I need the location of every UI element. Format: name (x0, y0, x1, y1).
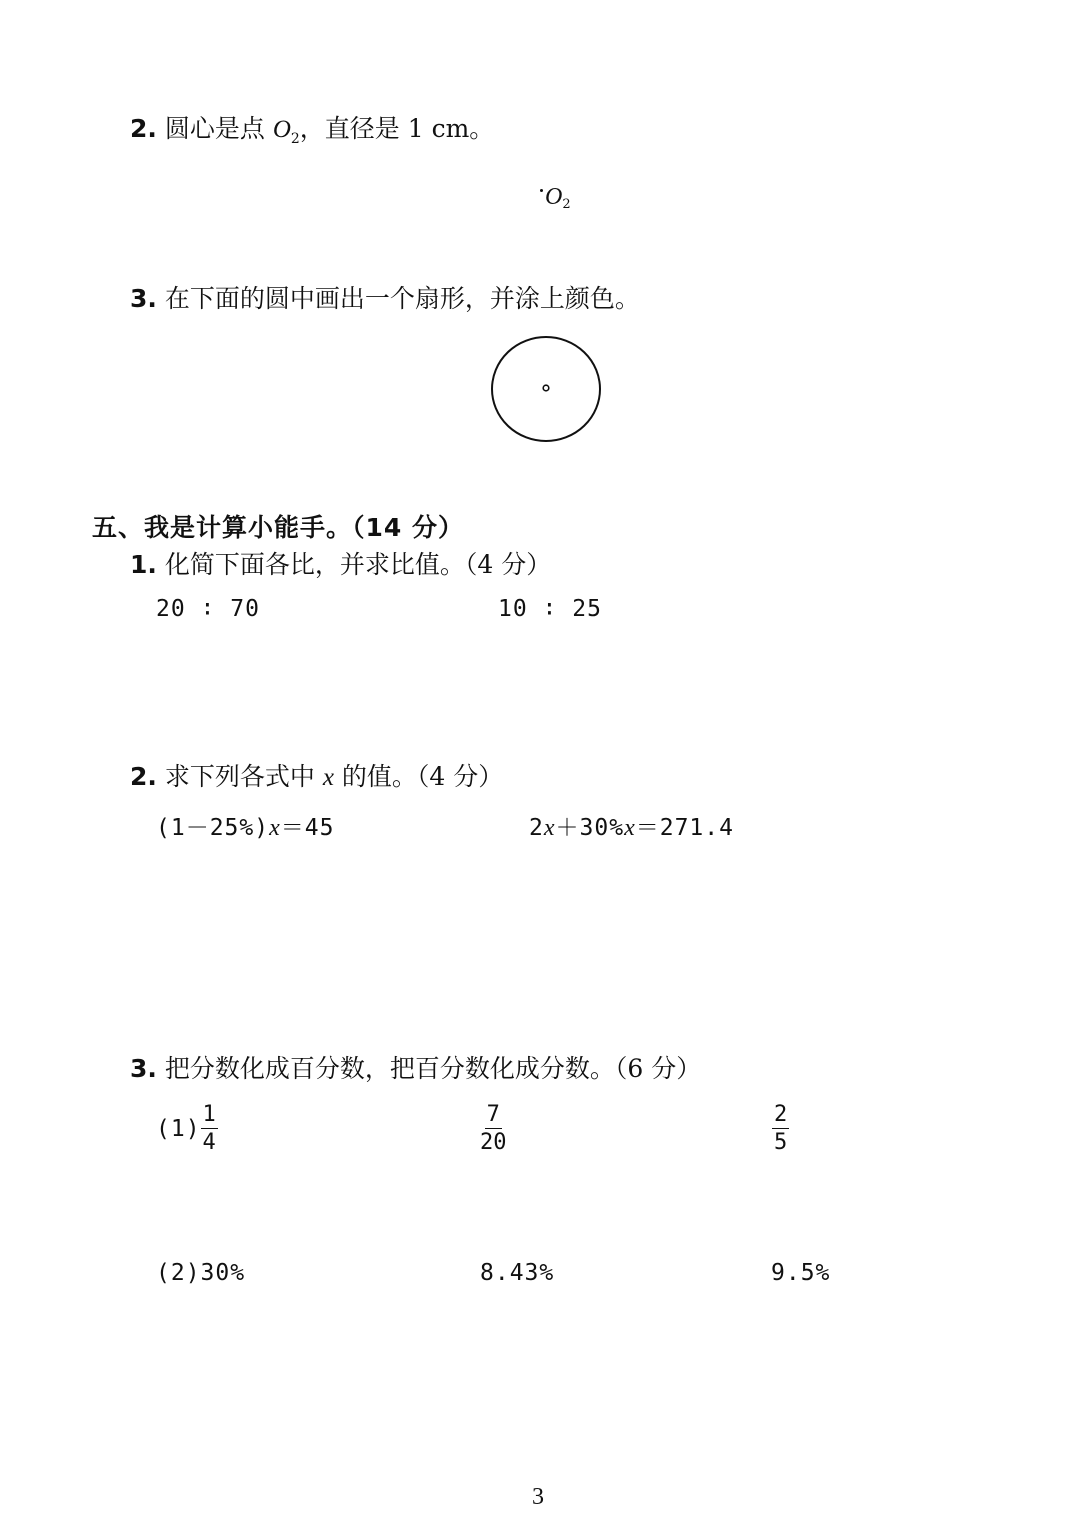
row-1-label: (1) (156, 1115, 201, 1142)
equation-2-var-1: x (543, 815, 556, 841)
fraction-3 (772, 1103, 789, 1154)
section-5-question-3-text: 把分数化成百分数，把百分数化成分数。（6 分） (164, 1054, 702, 1083)
point-label-sub: 2 (562, 197, 571, 213)
section-5-question-1-text: 化简下面各比，并求比值。（4 分） (164, 550, 552, 579)
fraction-3-denominator: 5 (774, 1130, 788, 1156)
section-5-question-2-number: 2. (130, 762, 157, 791)
percent-3: 9.5% (771, 1260, 831, 1286)
ratio-item-1: 20 ∶ 70 (156, 596, 260, 622)
equation-2-var-2: x (624, 815, 636, 841)
fraction-1 (201, 1103, 218, 1154)
question-2-text-before: 圆心是点 (164, 114, 273, 143)
ratio-item-2: 10 ∶ 25 (498, 596, 602, 622)
question-2-number: 2. (130, 114, 157, 143)
equation-1 (156, 809, 334, 842)
section-5-question-1-number: 1. (130, 550, 157, 579)
fraction-2-denominator: 20 (480, 1130, 507, 1156)
fraction-row-1 (156, 1103, 218, 1154)
circle-figure (488, 333, 604, 445)
section-5-question-2-text-after: 的值。（4 分） (333, 762, 504, 791)
equation-2-p2: ＋30% (555, 815, 625, 841)
question-3-number: 3. (130, 284, 157, 313)
fraction-2 (480, 1103, 507, 1154)
section-5-question-2-var: x (322, 764, 334, 791)
equation-2 (529, 809, 734, 842)
question-2-point-letter: O (272, 116, 291, 143)
circle-outline (492, 337, 600, 441)
point-o2 (540, 184, 571, 212)
fraction-1-denominator: 4 (202, 1130, 216, 1156)
equation-2-p1: 2 (529, 815, 544, 841)
equation-1-prefix: (1－25%) (156, 815, 270, 841)
row-2-label: (2) (156, 1260, 201, 1286)
fraction-3-wrap (772, 1103, 789, 1154)
section-5-question-3 (130, 1056, 701, 1081)
section-5-question-2-text-before: 求下列各式中 (164, 762, 323, 791)
question-2 (130, 116, 494, 146)
equation-2-p3: ＝271.4 (635, 815, 734, 841)
fraction-2-wrap (480, 1103, 507, 1154)
percent-2: 8.43% (480, 1260, 555, 1286)
fraction-3-numerator: 2 (772, 1103, 789, 1129)
percent-1: 30% (200, 1260, 246, 1286)
section-5-heading: 五、我是计算小能手。（14 分） (92, 513, 464, 542)
question-3 (130, 286, 640, 311)
point-dot (540, 189, 543, 192)
page-number: 3 (532, 1484, 544, 1510)
fraction-2-numerator: 7 (485, 1103, 502, 1129)
circle-center-dot (543, 385, 549, 391)
fraction-1-numerator: 1 (201, 1103, 218, 1129)
point-label-letter: O (545, 184, 563, 210)
equation-1-suffix: ＝45 (280, 815, 335, 841)
section-5-question-1 (130, 552, 551, 577)
percent-row-2 (156, 1260, 245, 1286)
section-5-question-2 (130, 764, 503, 790)
question-2-point-sub: 2 (290, 131, 300, 147)
equation-1-var: x (269, 815, 281, 841)
section-5-question-3-number: 3. (130, 1054, 157, 1083)
question-2-text-after: ，直径是 1 cm。 (299, 114, 495, 143)
question-3-text: 在下面的圆中画出一个扇形，并涂上颜色。 (164, 284, 640, 313)
